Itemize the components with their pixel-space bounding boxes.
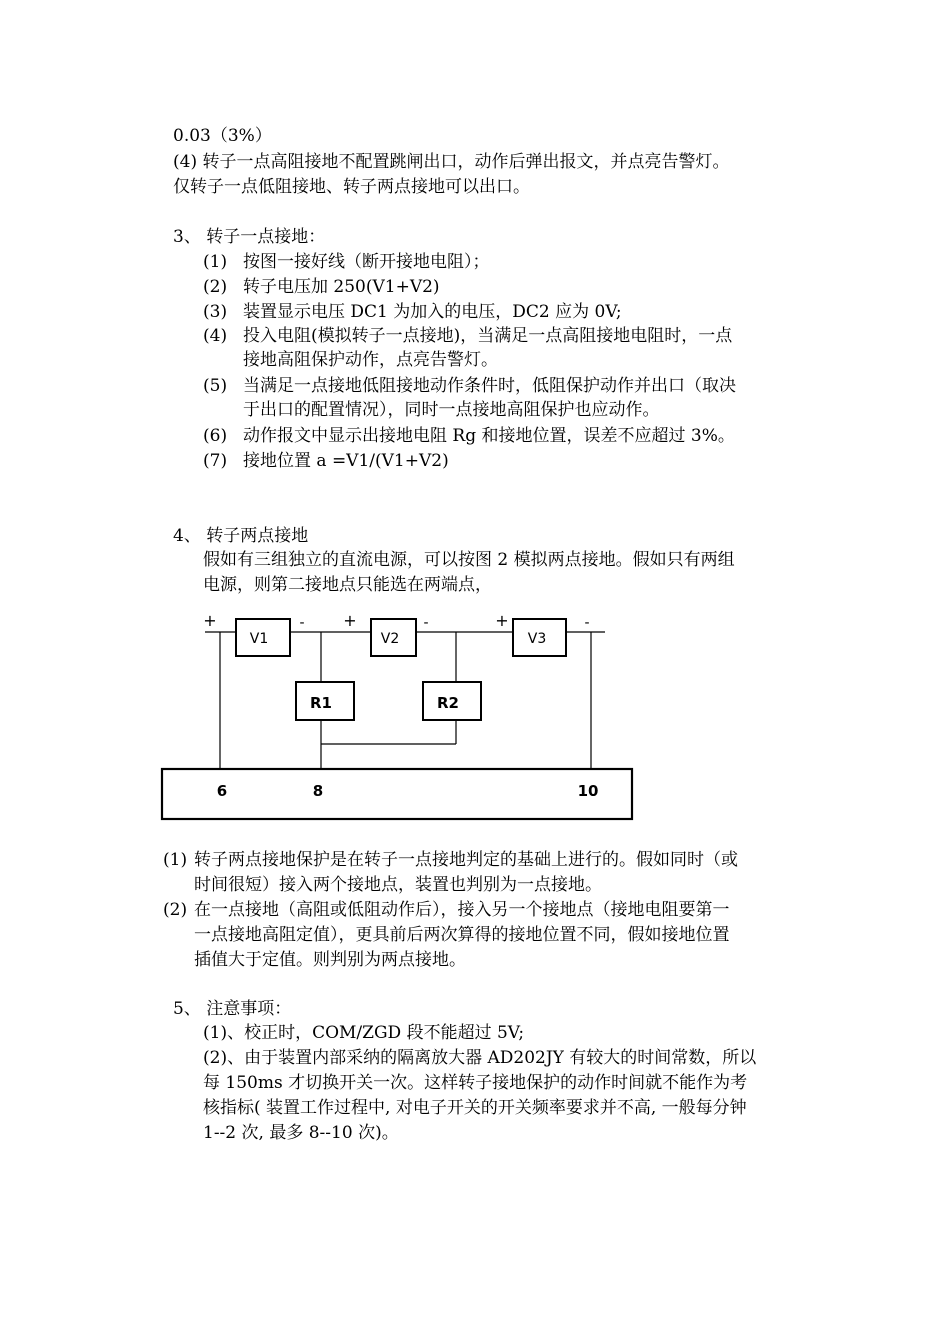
s4-para-line-1: 假如有三组独立的直流电源，可以按图 2 模拟两点接地。假如只有两组 [203, 550, 735, 570]
s3-item-6-num: (6) [203, 426, 228, 446]
s3-item-3-num: (3) [203, 302, 228, 322]
s3-item-7-text: 接地位置 a =V1/(V1+V2) [243, 451, 449, 471]
section-3-heading: 3、 转子一点接地： [173, 227, 326, 247]
intro-line-3: 仅转子一点低阻接地、转子两点接地可以出口。 [173, 177, 530, 197]
s4-item-1-line-2: 时间很短）接入两个接地点，装置也判别为一点接地。 [194, 875, 602, 895]
s3-item-7-num: (7) [203, 451, 228, 471]
s3-item-4-num: (4) [203, 326, 228, 346]
s3-item-5-line-1: 当满足一点接地低阻接地动作条件时，低阻保护动作并出口（取决 [243, 376, 736, 396]
two-point-ground-diagram [150, 605, 650, 837]
v2-label: V2 [380, 631, 400, 647]
plus-label-1: + [203, 611, 217, 630]
s5-line-4: 核指标( 装置工作过程中, 对电子开关的开关频率要求并不高, 一般每分钟 [203, 1098, 747, 1118]
s3-item-2-text: 转子电压加 250(V1+V2) [243, 277, 440, 297]
section-4-heading: 4、 转子两点接地 [173, 526, 309, 546]
s3-item-2-num: (2) [203, 277, 228, 297]
s4-item-1-line-1: 转子两点接地保护是在转子一点接地判定的基础上进行的。假如同时（或 [194, 850, 738, 870]
plus-label-3: + [495, 611, 509, 630]
minus-label-1: - [299, 615, 305, 631]
s3-item-4-line-1: 投入电阻(模拟转子一点接地)，当满足一点高阻接地电阻时，一点 [243, 326, 733, 346]
v1-label: V1 [249, 631, 269, 647]
terminal-10-label: 10 [577, 782, 599, 800]
s4-para-line-2: 电源，则第二接地点只能选在两端点， [203, 575, 492, 595]
minus-label-2: - [423, 615, 429, 631]
s4-item-2-line-1: 在一点接地（高阻或低阻动作后），接入另一个接地点（接地电阻要第一 [194, 900, 730, 920]
v3-label: V3 [527, 631, 547, 647]
minus-label-3: - [584, 615, 590, 631]
s3-item-5-line-2: 于出口的配置情况），同时一点接地高阻保护也应动作。 [243, 400, 660, 420]
s5-line-2: (2)、由于装置内部采纳的隔离放大器 AD202JY 有较大的时间常数，所以 [203, 1048, 757, 1068]
s3-item-6-text: 动作报文中显示出接地电阻 Rg 和接地位置，误差不应超过 3%。 [243, 426, 735, 446]
plus-label-2: + [343, 611, 357, 630]
s3-item-1-num: (1) [203, 252, 228, 272]
s5-line-3: 每 150ms 才切换开关一次。这样转子接地保护的动作时间就不能作为考 [203, 1073, 748, 1093]
terminal-8-label: 8 [312, 782, 324, 800]
s3-item-4-line-2: 接地高阻保护动作，点亮告警灯。 [243, 350, 498, 370]
s3-item-5-num: (5) [203, 376, 228, 396]
r2-label: R2 [437, 694, 459, 712]
terminal-6-label: 6 [216, 782, 228, 800]
intro-line-1: 0.03（3%） [173, 126, 272, 146]
s5-line-1: (1)、校正时，COM/ZGD 段不能超过 5V; [203, 1023, 525, 1043]
r1-label: R1 [310, 694, 332, 712]
s3-item-1-text: 按图一接好线（断开接地电阻）； [243, 252, 490, 272]
s4-item-2-line-2: 一点接地高阻定值），更具前后两次算得的接地位置不同，假如接地位置 [194, 925, 730, 945]
s5-line-5: 1--2 次, 最多 8--10 次)。 [203, 1123, 399, 1143]
s4-item-2-num: (2) [163, 900, 188, 920]
s4-item-1-num: (1) [163, 850, 188, 870]
s4-item-2-line-3: 插值大于定值。则判别为两点接地。 [194, 950, 466, 970]
intro-line-2: (4) 转子一点高阻接地不配置跳闸出口，动作后弹出报文，并点亮告警灯。 [173, 152, 730, 172]
s3-item-3-text: 装置显示电压 DC1 为加入的电压，DC2 应为 0V; [243, 302, 622, 322]
terminal-block [162, 769, 632, 819]
section-5-heading: 5、 注意事项： [173, 999, 292, 1019]
